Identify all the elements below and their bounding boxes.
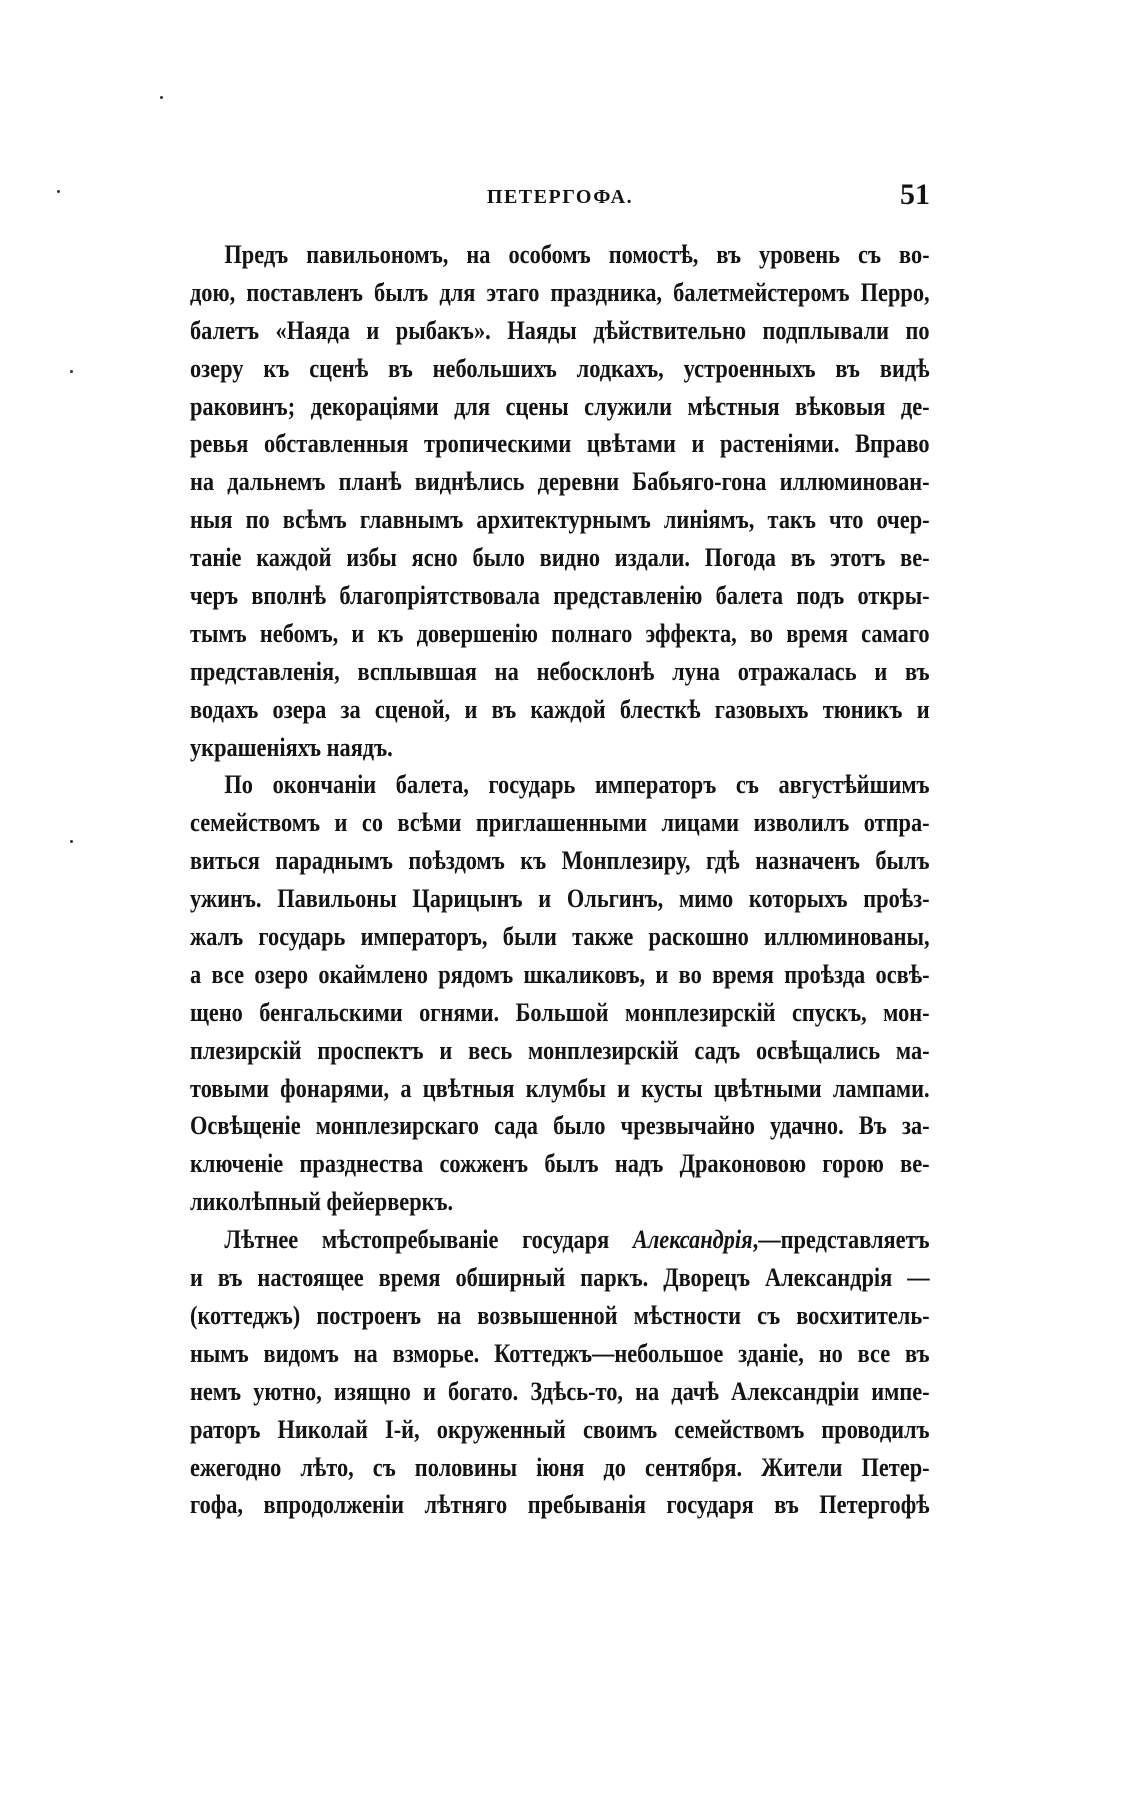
- text-line: гофа, впродолженіи лѣтняго пребыванія государя въ Петергофѣ: [190, 1490, 930, 1520]
- text-segment: ,—представляетъ: [752, 1225, 930, 1255]
- text-line: немъ уютно, изящно и богато. Здѣсь-то, на дачѣ Александріи импе-: [190, 1376, 930, 1406]
- body-text: [190, 236, 930, 1524]
- page-header: [190, 178, 930, 218]
- text-line: Предъ павильономъ, на особомъ помостѣ, въ уровень съ во-: [224, 240, 930, 269]
- text-line: дою, поставленъ былъ для этаго праздника, балетмейстеромъ Перро,: [190, 277, 930, 307]
- text-line: а все озеро окаймлено рядомъ шкаликовъ, и во время проѣзда освѣ-: [190, 959, 930, 989]
- text-line: виться парaднымъ поѣздомъ къ Монплезиру, гдѣ назначенъ былъ: [190, 846, 930, 876]
- text-line: и въ настоящее время обширный паркъ. Дворецъ Александрія —: [190, 1263, 930, 1293]
- text-line: представленія, всплывшая на небосклонѣ луна отражалась и въ: [190, 656, 930, 686]
- text-segment: Лѣтнее мѣстопребываніе государя: [224, 1225, 633, 1255]
- paragraph-1: [190, 236, 930, 766]
- text-line: (коттеджъ) построенъ на возвышенной мѣстности съ восхититель-: [190, 1300, 930, 1330]
- text-line-with-emphasis: [190, 1221, 930, 1259]
- text-line: раторъ Николай I-й, окруженный своимъ семействомъ проводилъ: [190, 1414, 930, 1444]
- text-line: ныя по всѣмъ главнымъ архитектурнымъ линіямъ, такъ что очер-: [190, 505, 930, 535]
- text-line: озеру къ сценѣ въ небольшихъ лодкахъ, устроенныхъ въ видѣ: [190, 353, 930, 383]
- text-line: нымъ видомъ на взморье. Коттеджъ—небольшое зданіе, но все въ: [190, 1338, 930, 1368]
- scan-speck: [70, 840, 73, 843]
- text-line: ежегодно лѣто, съ половины іюня до сентября. Жители Петер-: [190, 1452, 930, 1482]
- text-line: семействомъ и со всѣми приглашенными лицами изволилъ отпра-: [190, 808, 930, 838]
- emphasized-place-name: Александрія: [632, 1225, 753, 1255]
- text-line: водахъ озера за сценой, и въ каждой блесткѣ газовыхъ тюникъ и: [190, 694, 930, 724]
- page-number: 51: [900, 178, 930, 211]
- paragraph-2: [190, 766, 930, 1221]
- text-line: тымъ небомъ, и къ довершенію полнаго эффекта, во время самаго: [190, 618, 930, 648]
- text-line: украшеніяхъ наядъ.: [190, 732, 393, 762]
- paragraph-3: [190, 1221, 930, 1524]
- text-line: щено бенгальскими огнями. Большой монплезирскій спускъ, мон-: [190, 997, 930, 1027]
- text-line: ключеніе празднества сожженъ былъ надъ Драконовою горою ве-: [190, 1149, 930, 1179]
- scan-speck: [57, 190, 60, 193]
- text-line: товыми фонарями, а цвѣтныя клумбы и кусты цвѣтными лампами.: [190, 1073, 930, 1103]
- text-line: По окончаніи балета, государь императоръ съ августѣйшимъ: [224, 770, 930, 800]
- text-line: таніе каждой избы ясно было видно издали. Погода въ этотъ ве-: [190, 543, 930, 573]
- text-line: жалъ государь императоръ, были также раскошно иллюминованы,: [190, 922, 930, 952]
- text-line: ужинъ. Павильоны Царицынъ и Ольгинъ, мимо которыхъ проѣз-: [190, 884, 930, 914]
- text-line: раковинъ; декораціями для сцены служили мѣстныя вѣковыя де-: [190, 391, 930, 421]
- text-line: балетъ «Наяда и рыбакъ». Наяды дѣйствительно подплывали по: [190, 315, 930, 345]
- text-line: черъ вполнѣ благопріятствовала представленію балета подъ откры-: [190, 581, 930, 611]
- text-line: ликолѣпный фейерверкъ.: [190, 1187, 454, 1217]
- text-line: плезирскій проспектъ и весь монплезирскій садъ освѣщались ма-: [190, 1035, 930, 1065]
- text-line: на дальнемъ планѣ виднѣлись деревни Бабьяго-гона иллюминован-: [190, 467, 930, 497]
- running-head: ПЕТЕРГОФА.: [486, 186, 634, 208]
- text-line: Освѣщеніе монплезирскаго сада было чрезвычайно удачно. Въ за-: [190, 1111, 930, 1141]
- text-line: ревья обставленныя тропическими цвѣтами и растеніями. Вправо: [190, 429, 930, 459]
- scan-speck: [70, 370, 73, 373]
- scan-speck: [160, 96, 163, 99]
